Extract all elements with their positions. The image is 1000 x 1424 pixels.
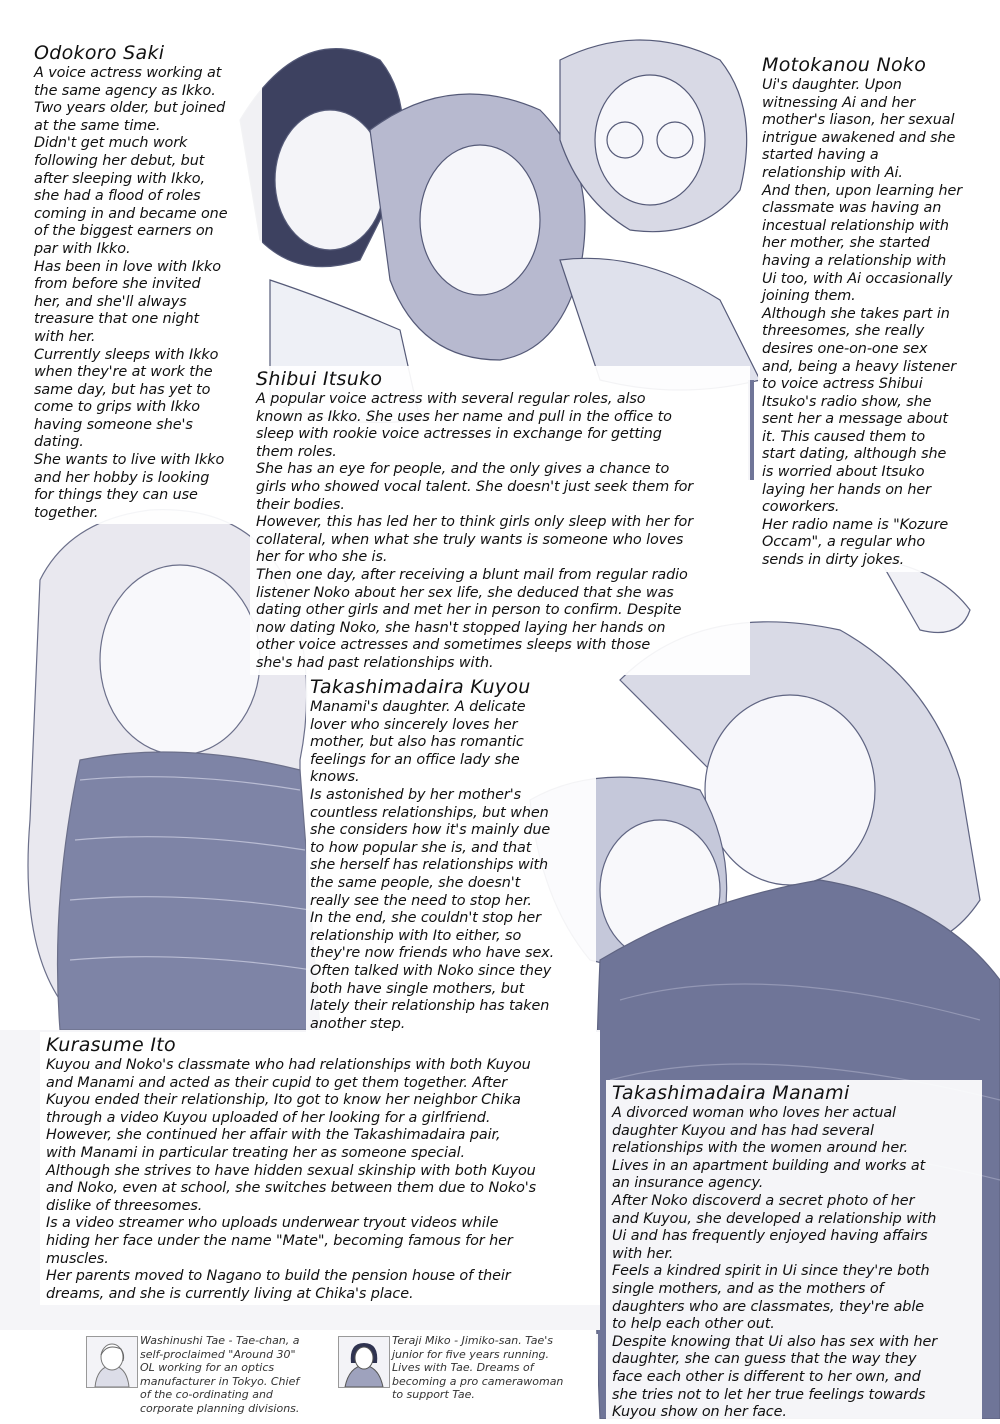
profile-bio: Manami's daughter. A delicate lover who sincerely loves her mother, but also has romantic feelings for an office lady she knows. Is astonished by her mother's countless relationships, but when she considers how it's mainly due to how popular she is, and that she herself has relationships with the same people, she doesn't really see the need to stop her. In the end, she couldn't stop her relationship with Ito either, so they're now friends who have sex. Often talked with Noko since they both have single mothers, but lately their relationship has taken another step. — [310, 699, 555, 1032]
profile-bio: A popular voice actress with several regular roles, also known as Ikko. She uses her name and pull in the office to sleep with rookie voice actresses in exchange for getting them roles. She has an eye for people, and the only gives a chance to girls who showed vocal talent. She doesn't just seek them for their bodies. However, this has led her to think girls only sleep with her for collateral, when what she truly wants is someone who loves her for who she is. Then one day, after receiving a blunt mail from regular radio listener Noko about her sex life, she deduced that she was dating other girls and met her in person to confirm. Despite now dating Noko, she hasn't stopped laying her hands on other voice actresses and sometimes sleeps with those she's had past relationships with. — [256, 391, 694, 671]
cameo-teraji-miko — [392, 1334, 598, 1402]
profile-name: Takashimadaira Manami — [612, 1082, 850, 1104]
profile-name: Shibui Itsuko — [256, 368, 383, 390]
profile-kurasume-ito — [40, 1032, 600, 1305]
profile-bio: Kuyou and Noko's classmate who had relationships with both Kuyou and Manami and acted as their cupid to get them together. After Kuyou ended their relationship, Ito got to know her neighbor Chika through a video Kuyou uploaded of her looking for a girlfriend. However, she continued her affair with the Takashimadaira pair, with Manami in particular treating her as someone special. Although she strives to have hidden sexual skinship with both Kuyou and Noko, even at school, she switches between them due to Noko's dislike of threesomes. Is a video streamer who uploads underwear tryout videos while hiding her face under the name "Mate", becoming famous for her muscles. Her parents moved to Nagano to build the pension house of their dreams, and she is currently living at Chika's place. — [46, 1057, 537, 1302]
cameo-bio: Teraji Miko - Jimiko-san. Tae's junior for five years running. Lives with Tae. Dreams of becoming a pro camerawoman to support Tae. — [392, 1334, 564, 1401]
profile-odokoro-saki — [30, 40, 262, 524]
profile-bio: A voice actress working at the same agency as Ikko. Two years older, but joined at the same time. Didn't get much work following her debut, but after sleeping with Ikko, she had a flood of roles coming in and became one of the biggest earners on par with Ikko. Has been in love with Ikko from before she invited her, and she'll always treasure that one night with her. Currently sleeps with Ikko when they're at work the same day, but has yet to come to grips with Ikko having someone she's dating. She wants to live with Ikko and her hobby is looking for things they can use together. — [34, 65, 228, 521]
cameo-washinushi-tae — [140, 1334, 340, 1415]
profile-shibui-itsuko — [250, 366, 750, 675]
profile-name: Motokanou Noko — [762, 54, 927, 76]
profile-bio: A divorced woman who loves her actual daughter Kuyou and has had several relationships with the women around her. Lives in an apartment building and works at an insurance agency. After Noko discoverd a secret photo of her and Kuyou, she developed a relationship with Ui and has frequently enjoyed having affairs with her. Feels a kindred spirit in Ui since they're both single mothers, and as the mothers of daughters who are classmates, they're able to help each other out. Despite knowing that Ui also has sex with her daughter, she can guess that the way they face each other is different to her own, and she tries not to let her true feelings towards Kuyou show on her face. — [612, 1105, 938, 1421]
profile-name: Takashimadaira Kuyou — [310, 676, 531, 698]
cameo-bio: Washinushi Tae - Tae-chan, a self-proclaimed "Around 30" OL working for an optics manufacturer in Tokyo. Chief of the co-ordinating and corporate planning divisions. — [140, 1334, 300, 1415]
profile-motokanou-noko — [758, 52, 994, 572]
profile-bio: Ui's daughter. Upon witnessing Ai and her mother's liason, her sexual intrigue awakened and she started having a relationship with Ai. And then, upon learning her classmate was having an incestual relationship with her mother, she started having a relationship with Ui too, with Ai occasionally joining them. Although she takes part in threesomes, she really desires one-on-one sex and, being a heavy listener to voice actress Shibui Itsuko's radio show, she sent her a message about it. This caused them to start dating, although she is worried about Itsuko laying her hands on her coworkers. Her radio name is "Kozure Occam", a regular who sends in dirty jokes. — [762, 77, 963, 569]
profile-takashimadaira-manami — [606, 1080, 982, 1424]
miko-portrait-thumbnail — [338, 1336, 390, 1388]
profile-name: Kurasume Ito — [46, 1034, 176, 1056]
profile-name: Odokoro Saki — [34, 42, 165, 64]
tae-portrait-thumbnail — [86, 1336, 138, 1388]
profile-takashimadaira-kuyou — [306, 674, 596, 1035]
